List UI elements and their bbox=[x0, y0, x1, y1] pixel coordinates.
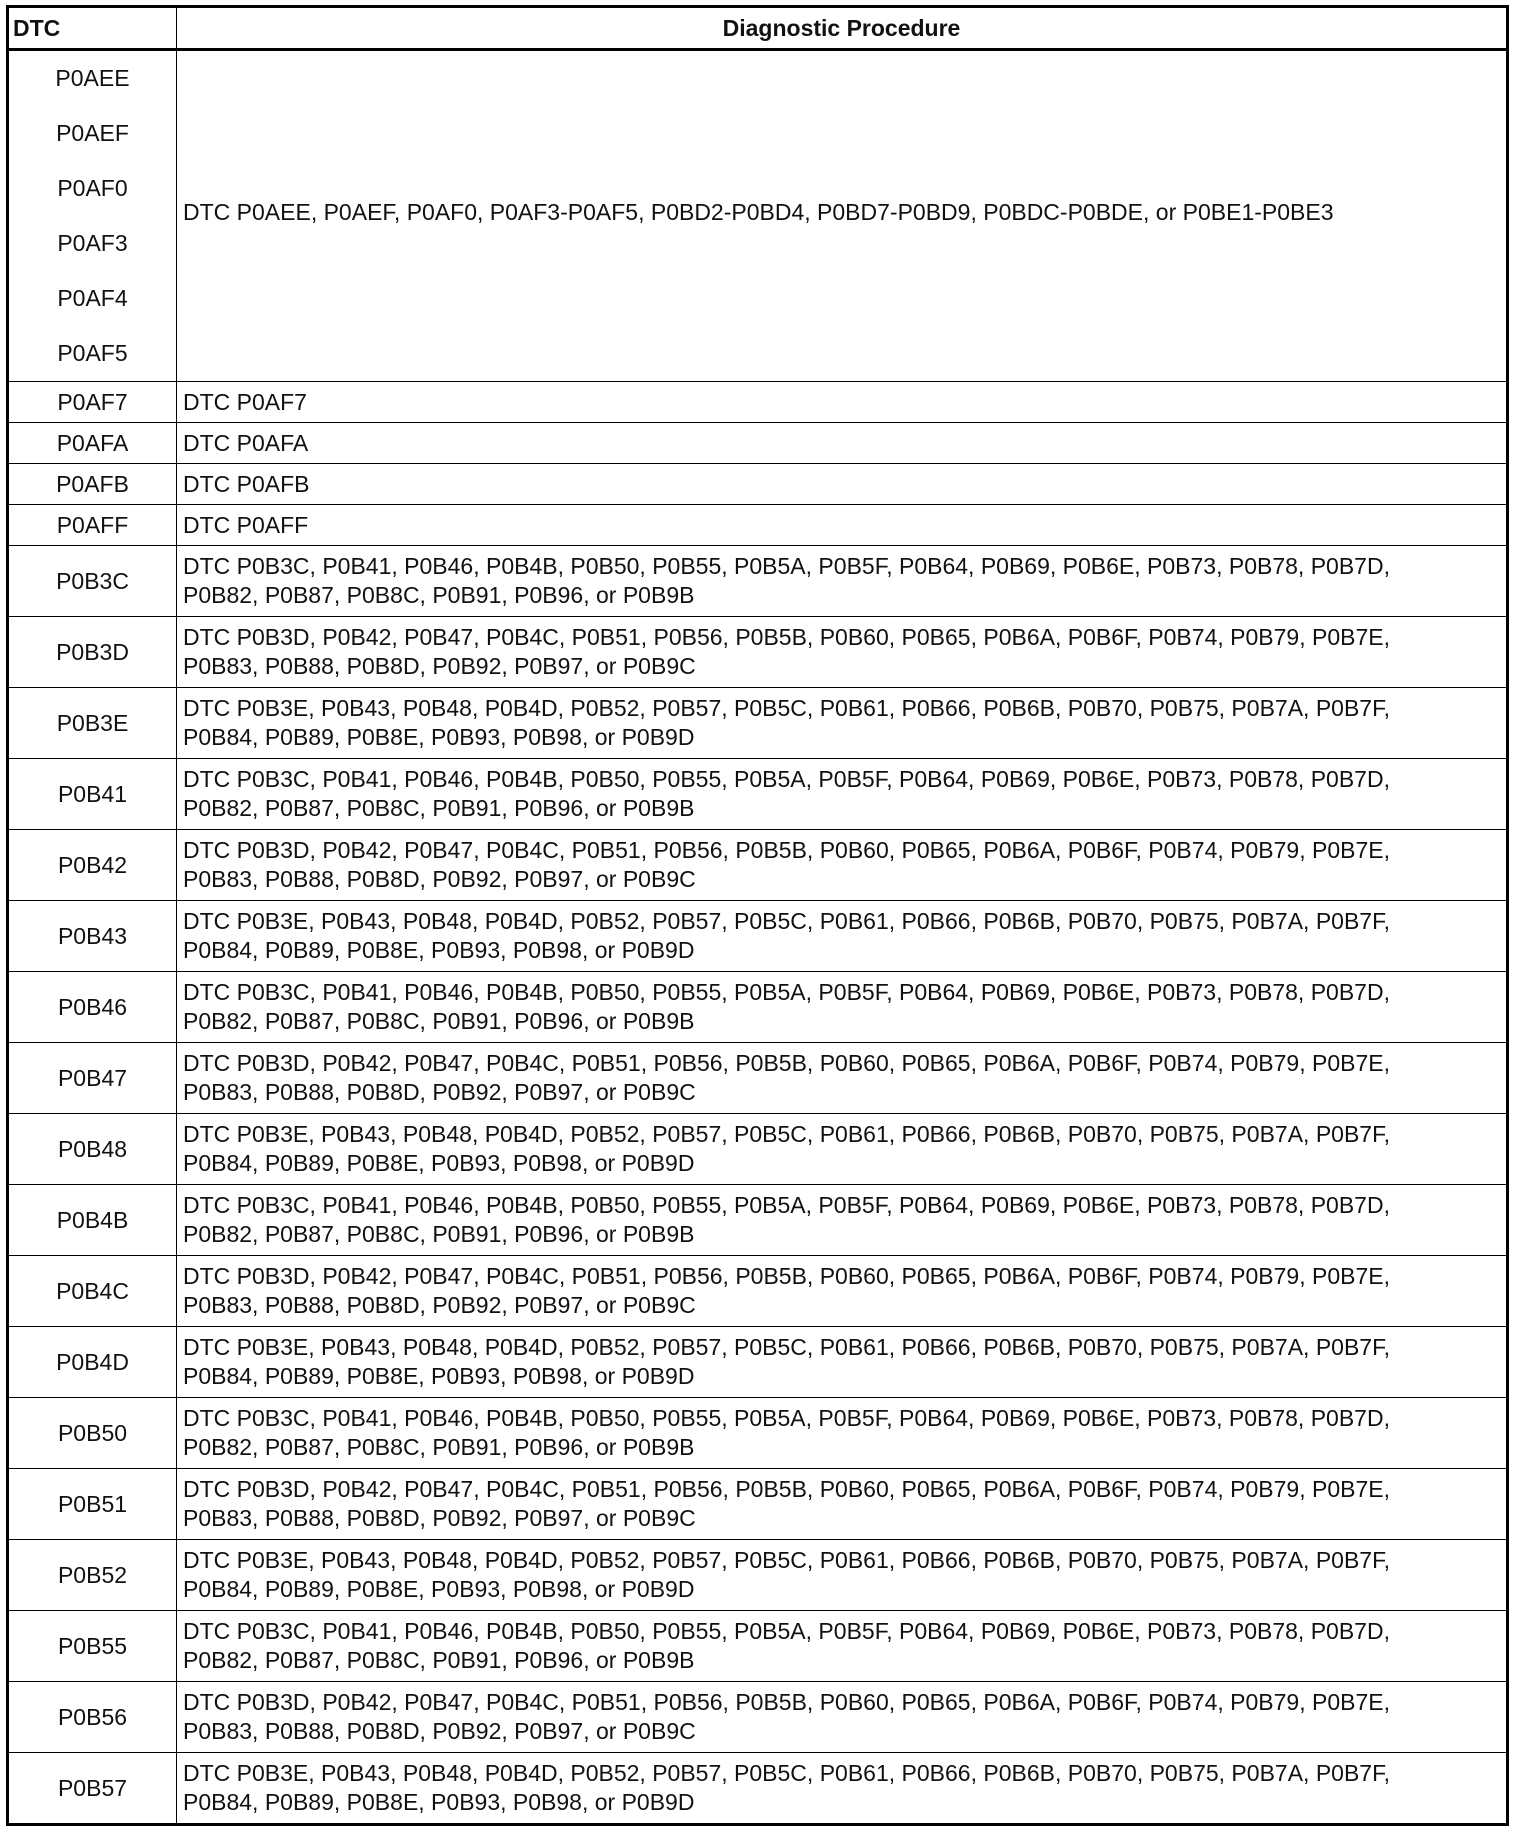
dtc-cell: P0B4C bbox=[8, 1256, 177, 1327]
procedure-line: DTC P0B3C, P0B41, P0B46, P0B4B, P0B50, P0B55, P0B5A, P0B5F, P0B64, P0B69, P0B6E, P0B73, P0B78, P0B7D, bbox=[183, 553, 1390, 579]
dtc-cell: P0B46 bbox=[8, 972, 177, 1043]
document-page bbox=[6, 5, 1509, 1826]
procedure-cell bbox=[177, 1398, 1508, 1469]
procedure-cell bbox=[177, 1043, 1508, 1114]
procedure-line: DTC P0B3D, P0B42, P0B47, P0B4C, P0B51, P0B56, P0B5B, P0B60, P0B65, P0B6A, P0B6F, P0B74, P0B79, P0B7E, bbox=[183, 1689, 1390, 1715]
dtc-cell: P0AF7 bbox=[8, 382, 177, 423]
procedure-line: DTC P0B3E, P0B43, P0B48, P0B4D, P0B52, P0B57, P0B5C, P0B61, P0B66, P0B6B, P0B70, P0B75, P0B7A, P0B7F, bbox=[183, 1121, 1390, 1147]
table-row bbox=[8, 688, 1508, 759]
procedure-line: DTC P0B3C, P0B41, P0B46, P0B4B, P0B50, P0B55, P0B5A, P0B5F, P0B64, P0B69, P0B6E, P0B73, P0B78, P0B7D, bbox=[183, 1405, 1390, 1431]
dtc-code: P0AEE bbox=[55, 65, 130, 91]
procedure-line: DTC P0B3D, P0B42, P0B47, P0B4C, P0B51, P0B56, P0B5B, P0B60, P0B65, P0B6A, P0B6F, P0B74, P0B79, P0B7E, bbox=[183, 1476, 1390, 1502]
table-row bbox=[8, 546, 1508, 617]
procedure-line: DTC P0B3D, P0B42, P0B47, P0B4C, P0B51, P0B56, P0B5B, P0B60, P0B65, P0B6A, P0B6F, P0B74, P0B79, P0B7E, bbox=[183, 624, 1390, 650]
procedure-line: P0B82, P0B87, P0B8C, P0B91, P0B96, or P0B9B bbox=[183, 582, 695, 608]
dtc-cell: P0B43 bbox=[8, 901, 177, 972]
dtc-cell: P0B52 bbox=[8, 1540, 177, 1611]
dtc-cell: P0AFA bbox=[8, 423, 177, 464]
procedure-line: P0B83, P0B88, P0B8D, P0B92, P0B97, or P0B9C bbox=[183, 1505, 696, 1531]
table-row bbox=[8, 464, 1508, 505]
procedure-line: P0B83, P0B88, P0B8D, P0B92, P0B97, or P0B9C bbox=[183, 1079, 696, 1105]
procedure-cell bbox=[177, 1753, 1508, 1825]
dtc-cell: P0B56 bbox=[8, 1682, 177, 1753]
procedure-line: P0B83, P0B88, P0B8D, P0B92, P0B97, or P0B9C bbox=[183, 653, 696, 679]
table-row bbox=[8, 505, 1508, 546]
dtc-cell: P0B4B bbox=[8, 1185, 177, 1256]
dtc-cell: P0AFB bbox=[8, 464, 177, 505]
table-row bbox=[8, 1611, 1508, 1682]
procedure-line: P0B84, P0B89, P0B8E, P0B93, P0B98, or P0B9D bbox=[183, 724, 695, 750]
procedure-line: DTC P0B3D, P0B42, P0B47, P0B4C, P0B51, P0B56, P0B5B, P0B60, P0B65, P0B6A, P0B6F, P0B74, P0B79, P0B7E, bbox=[183, 1263, 1390, 1289]
table-row bbox=[8, 1114, 1508, 1185]
table-row bbox=[8, 1043, 1508, 1114]
table-row bbox=[8, 1469, 1508, 1540]
procedure-line: P0B82, P0B87, P0B8C, P0B91, P0B96, or P0B9B bbox=[183, 1008, 695, 1034]
procedure-cell bbox=[177, 1682, 1508, 1753]
dtc-cell: P0B3D bbox=[8, 617, 177, 688]
procedure-cell bbox=[177, 972, 1508, 1043]
table-row bbox=[8, 1256, 1508, 1327]
procedure-cell: DTC P0AFB bbox=[177, 464, 1508, 505]
table-row bbox=[8, 1185, 1508, 1256]
procedure-cell bbox=[177, 1611, 1508, 1682]
table-row bbox=[8, 423, 1508, 464]
table-row bbox=[8, 1682, 1508, 1753]
table-row bbox=[8, 1753, 1508, 1825]
procedure-line: P0B84, P0B89, P0B8E, P0B93, P0B98, or P0B9D bbox=[183, 1576, 695, 1602]
procedure-line: P0B84, P0B89, P0B8E, P0B93, P0B98, or P0B9D bbox=[183, 1150, 695, 1176]
procedure-line: P0B82, P0B87, P0B8C, P0B91, P0B96, or P0B9B bbox=[183, 795, 695, 821]
procedure-cell bbox=[177, 1540, 1508, 1611]
procedure-line: P0B83, P0B88, P0B8D, P0B92, P0B97, or P0B9C bbox=[183, 866, 696, 892]
procedure-line: P0B82, P0B87, P0B8C, P0B91, P0B96, or P0B9B bbox=[183, 1647, 695, 1673]
table-row bbox=[8, 1327, 1508, 1398]
procedure-line: DTC P0B3C, P0B41, P0B46, P0B4B, P0B50, P0B55, P0B5A, P0B5F, P0B64, P0B69, P0B6E, P0B73, P0B78, P0B7D, bbox=[183, 1192, 1390, 1218]
procedure-cell bbox=[177, 1327, 1508, 1398]
dtc-cell bbox=[8, 50, 177, 382]
dtc-cell: P0B51 bbox=[8, 1469, 177, 1540]
procedure-line: DTC P0B3D, P0B42, P0B47, P0B4C, P0B51, P0B56, P0B5B, P0B60, P0B65, P0B6A, P0B6F, P0B74, P0B79, P0B7E, bbox=[183, 1050, 1390, 1076]
dtc-cell: P0AFF bbox=[8, 505, 177, 546]
dtc-cell: P0B41 bbox=[8, 759, 177, 830]
procedure-cell bbox=[177, 1185, 1508, 1256]
procedure-line: DTC P0B3D, P0B42, P0B47, P0B4C, P0B51, P0B56, P0B5B, P0B60, P0B65, P0B6A, P0B6F, P0B74, P0B79, P0B7E, bbox=[183, 837, 1390, 863]
dtc-code: P0AF5 bbox=[57, 340, 128, 366]
table-row bbox=[8, 759, 1508, 830]
dtc-code: P0AF4 bbox=[57, 285, 128, 311]
dtc-cell: P0B47 bbox=[8, 1043, 177, 1114]
procedure-cell bbox=[177, 1114, 1508, 1185]
dtc-cell: P0B50 bbox=[8, 1398, 177, 1469]
procedure-cell bbox=[177, 688, 1508, 759]
table-row bbox=[8, 1398, 1508, 1469]
procedure-line: P0B84, P0B89, P0B8E, P0B93, P0B98, or P0B9D bbox=[183, 1789, 695, 1815]
dtc-cell: P0B42 bbox=[8, 830, 177, 901]
dtc-cell: P0B48 bbox=[8, 1114, 177, 1185]
procedure-cell bbox=[177, 1256, 1508, 1327]
procedure-cell bbox=[177, 1469, 1508, 1540]
dtc-cell: P0B57 bbox=[8, 1753, 177, 1825]
procedure-line: P0B84, P0B89, P0B8E, P0B93, P0B98, or P0B9D bbox=[183, 1363, 695, 1389]
table-row bbox=[8, 50, 1508, 382]
procedure-cell: DTC P0AFF bbox=[177, 505, 1508, 546]
table-header-row bbox=[8, 7, 1508, 50]
procedure-line: DTC P0B3C, P0B41, P0B46, P0B4B, P0B50, P0B55, P0B5A, P0B5F, P0B64, P0B69, P0B6E, P0B73, P0B78, P0B7D, bbox=[183, 1618, 1390, 1644]
procedure-line: P0B82, P0B87, P0B8C, P0B91, P0B96, or P0B9B bbox=[183, 1221, 695, 1247]
procedure-line: DTC P0B3E, P0B43, P0B48, P0B4D, P0B52, P0B57, P0B5C, P0B61, P0B66, P0B6B, P0B70, P0B75, P0B7A, P0B7F, bbox=[183, 695, 1390, 721]
procedure-cell bbox=[177, 759, 1508, 830]
dtc-cell: P0B3C bbox=[8, 546, 177, 617]
table-row bbox=[8, 617, 1508, 688]
procedure-line: P0B82, P0B87, P0B8C, P0B91, P0B96, or P0B9B bbox=[183, 1434, 695, 1460]
dtc-code: P0AEF bbox=[56, 120, 129, 146]
procedure-line: P0B83, P0B88, P0B8D, P0B92, P0B97, or P0B9C bbox=[183, 1718, 696, 1744]
table-row bbox=[8, 830, 1508, 901]
table-row bbox=[8, 382, 1508, 423]
procedure-cell: DTC P0AFA bbox=[177, 423, 1508, 464]
procedure-line: P0B84, P0B89, P0B8E, P0B93, P0B98, or P0B9D bbox=[183, 937, 695, 963]
dtc-table bbox=[6, 5, 1509, 1826]
dtc-cell: P0B55 bbox=[8, 1611, 177, 1682]
procedure-line: DTC P0B3E, P0B43, P0B48, P0B4D, P0B52, P0B57, P0B5C, P0B61, P0B66, P0B6B, P0B70, P0B75, P0B7A, P0B7F, bbox=[183, 1334, 1390, 1360]
procedure-cell bbox=[177, 617, 1508, 688]
table-row bbox=[8, 972, 1508, 1043]
procedure-line: DTC P0B3C, P0B41, P0B46, P0B4B, P0B50, P0B55, P0B5A, P0B5F, P0B64, P0B69, P0B6E, P0B73, P0B78, P0B7D, bbox=[183, 766, 1390, 792]
dtc-code: P0AF0 bbox=[57, 175, 128, 201]
table-row bbox=[8, 1540, 1508, 1611]
procedure-cell bbox=[177, 901, 1508, 972]
procedure-cell: DTC P0AEE, P0AEF, P0AF0, P0AF3-P0AF5, P0BD2-P0BD4, P0BD7-P0BD9, P0BDC-P0BDE, or P0BE1-P0BE3 bbox=[177, 50, 1508, 382]
procedure-line: DTC P0B3E, P0B43, P0B48, P0B4D, P0B52, P0B57, P0B5C, P0B61, P0B66, P0B6B, P0B70, P0B75, P0B7A, P0B7F, bbox=[183, 1547, 1390, 1573]
dtc-cell: P0B4D bbox=[8, 1327, 177, 1398]
procedure-line: DTC P0B3E, P0B43, P0B48, P0B4D, P0B52, P0B57, P0B5C, P0B61, P0B66, P0B6B, P0B70, P0B75, P0B7A, P0B7F, bbox=[183, 1760, 1390, 1786]
procedure-cell bbox=[177, 546, 1508, 617]
procedure-line: DTC P0B3E, P0B43, P0B48, P0B4D, P0B52, P0B57, P0B5C, P0B61, P0B66, P0B6B, P0B70, P0B75, P0B7A, P0B7F, bbox=[183, 908, 1390, 934]
header-dtc: DTC bbox=[8, 7, 177, 50]
dtc-cell: P0B3E bbox=[8, 688, 177, 759]
header-procedure: Diagnostic Procedure bbox=[177, 7, 1508, 50]
dtc-code: P0AF3 bbox=[57, 230, 128, 256]
procedure-line: DTC P0B3C, P0B41, P0B46, P0B4B, P0B50, P0B55, P0B5A, P0B5F, P0B64, P0B69, P0B6E, P0B73, P0B78, P0B7D, bbox=[183, 979, 1390, 1005]
procedure-cell bbox=[177, 830, 1508, 901]
table-row bbox=[8, 901, 1508, 972]
procedure-cell: DTC P0AF7 bbox=[177, 382, 1508, 423]
procedure-line: P0B83, P0B88, P0B8D, P0B92, P0B97, or P0B9C bbox=[183, 1292, 696, 1318]
